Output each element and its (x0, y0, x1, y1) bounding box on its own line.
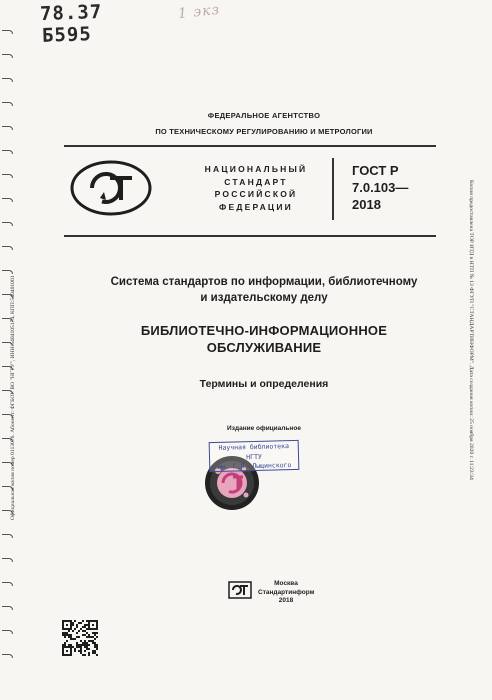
binding-hole (2, 582, 13, 586)
publisher-name: Стандартинформ (258, 588, 315, 596)
handwritten-copy-note: 1 экз (177, 1, 221, 23)
agency-line2: ПО ТЕХНИЧЕСКОМУ РЕГУЛИРОВАНИЮ И МЕТРОЛОГИИ (155, 127, 373, 136)
divider-bottom (64, 235, 436, 237)
edition-label: Издание официальное (227, 425, 301, 432)
agency-line1: ФЕДЕРАЛЬНОЕ АГЕНТСТВО (207, 111, 321, 120)
binding-hole (2, 54, 13, 58)
binding-hole (2, 558, 13, 562)
gost-line3: 2018 (352, 197, 381, 212)
vertical-divider (332, 158, 334, 220)
qr-code-icon (62, 620, 98, 656)
national-standard-line1: НАЦИОНАЛЬНЫЙ (204, 164, 308, 174)
publisher-block (258, 580, 314, 606)
library-stamp-line1: Научная библиотека (218, 442, 290, 452)
library-stamp-line2: НГТУ (246, 452, 262, 461)
title-line2: ОБСЛУЖИВАНИЕ (206, 340, 322, 355)
gost-designation (352, 162, 408, 213)
gost-line2: 7.0.103— (352, 180, 409, 195)
national-standard-line2: СТАНДАРТ (224, 176, 288, 187)
publisher-logo-icon (228, 581, 252, 599)
binding-hole (2, 534, 13, 538)
national-standard-block (196, 163, 316, 213)
binding-hole (2, 78, 13, 82)
side-text-right: Копия предоставлена ТОР ИТД в НТП № 13 ФГУП "СТАНДАРТИНФОРМ". Дата создания копии: 25 ноября 2020 г. 11:23:34 (468, 180, 474, 480)
divider-top (64, 145, 436, 147)
binding-hole (2, 654, 13, 658)
library-stamp (209, 440, 300, 472)
gost-r-logo (70, 160, 152, 216)
subtitle: Термины и определения (199, 378, 329, 390)
binding-hole (2, 30, 13, 34)
publisher-year: 2018 (278, 597, 294, 604)
series-line2: и издательскому делу (200, 292, 328, 304)
series-line1: Система стандартов по информации, библиотечному (110, 276, 418, 288)
handwritten-code-line1: 78.37 (39, 0, 103, 26)
binding-hole (2, 606, 13, 610)
binding-hole (2, 630, 13, 634)
national-standard-line4: ФЕДЕРАЦИИ (219, 201, 293, 212)
gost-line1: ГОСТ Р (352, 163, 399, 178)
national-standard-line3: РОССИЙСКОЙ (214, 189, 298, 199)
library-stamp-line3: им. Г.П. Лыщинского (216, 461, 292, 471)
publisher-city: Москва (274, 580, 298, 587)
title-line1: БИБЛИОТЕЧНО-ИНФОРМАЦИОННОЕ (140, 323, 388, 338)
handwritten-code-line2: Б595 (41, 23, 93, 47)
side-text-left: Официальная копия номер 0113076. Абонент: ФГБОУ ВО "НГТУ", ИНН:5404105174, КПП:540401001 (10, 275, 16, 520)
